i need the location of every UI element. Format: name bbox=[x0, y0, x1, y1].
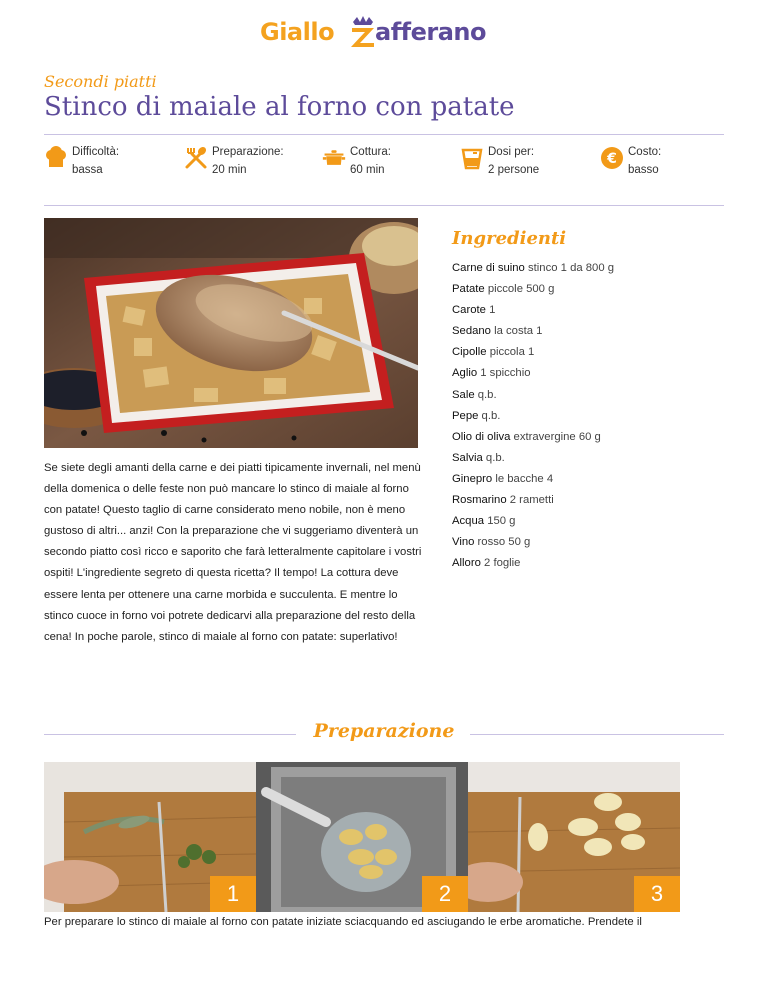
ingredient-quantity: 2 foglie bbox=[484, 557, 521, 570]
giallozafferano-logo[interactable] bbox=[256, 12, 514, 56]
ingredient-item bbox=[452, 367, 614, 388]
ingredients-heading: Ingredienti bbox=[452, 228, 567, 249]
meta-label: Dosi per: bbox=[488, 146, 535, 158]
svg-text:€: € bbox=[607, 151, 617, 167]
meta-value: 20 min bbox=[212, 164, 247, 176]
ingredient-item bbox=[452, 473, 614, 494]
pot-icon bbox=[322, 146, 346, 170]
ingredient-item bbox=[452, 346, 614, 367]
ingredient-quantity: 2 rametti bbox=[509, 494, 554, 507]
step-number-badge: 1 bbox=[210, 876, 256, 912]
ingredient-quantity: le bacche 4 bbox=[495, 472, 554, 485]
ingredient-quantity: 1 spicchio bbox=[480, 367, 531, 380]
meta-value: bassa bbox=[72, 164, 103, 176]
ingredient-quantity: q.b. bbox=[485, 451, 505, 464]
ingredient-quantity: 1 bbox=[489, 304, 496, 317]
ingredient-item bbox=[452, 283, 614, 304]
ingredient-name[interactable]: Carote bbox=[452, 304, 486, 317]
preparation-step-text: Per preparare lo stinco di maiale al forno con patate iniziate sciacquando ed asciugando le erbe aromatiche. Prendete il bbox=[44, 916, 642, 928]
ingredient-quantity: piccola 1 bbox=[489, 346, 535, 359]
ingredient-item bbox=[452, 515, 614, 536]
ingredient-name[interactable]: Sale bbox=[452, 388, 475, 401]
euro-icon bbox=[600, 146, 624, 170]
preparation-rule-right bbox=[470, 734, 724, 735]
logo-text-afferano: afferano bbox=[375, 18, 486, 46]
recipe-intro-text: Se siete degli amanti della carne e dei piatti tipicamente invernali, nel menù della domenica o delle feste non può mancare lo stinco di maiale al forno con patate! Questo taglio di carne considerato meno nobile, non è meno gustoso di altri... anzi! Con la preparazione che vi suggeriamo diventerà un secondo piatto così ricco e saporito che farà letteralmente capitolare i vostri ospiti! L'ingrediente segreto di questa ricetta? Il tempo! La cottura deve essere lenta per ottenere una carne morbida e succulenta. E mentre lo stinco cuoce in forno voi potrete dedicarvi alla preparazione del resto della cena! In poche parole, stinco di maiale al forno con patate: superlativo! bbox=[44, 462, 422, 643]
ingredient-item bbox=[452, 536, 614, 557]
meta-divider bbox=[44, 205, 724, 206]
ingredients-list bbox=[452, 262, 614, 578]
ingredient-item bbox=[452, 431, 614, 452]
step-number-badge: 3 bbox=[634, 876, 680, 912]
recipe-title: Stinco di maiale al forno con patate bbox=[44, 92, 515, 122]
ingredient-item bbox=[452, 452, 614, 473]
ingredient-item bbox=[452, 262, 614, 283]
ingredient-quantity: la costa 1 bbox=[494, 325, 543, 338]
preparation-heading: Preparazione bbox=[313, 720, 455, 742]
meta-value: basso bbox=[628, 164, 659, 176]
ingredient-name[interactable]: Rosmarino bbox=[452, 494, 507, 507]
step-photo-2[interactable] bbox=[256, 762, 468, 912]
meta-value: 60 min bbox=[350, 164, 385, 176]
ingredient-name[interactable]: Patate bbox=[452, 283, 485, 296]
ingredient-item bbox=[452, 410, 614, 431]
chef-hat-icon bbox=[44, 146, 68, 170]
meta-label: Costo: bbox=[628, 146, 662, 158]
title-divider bbox=[44, 134, 724, 135]
step-number-badge: 2 bbox=[422, 876, 468, 912]
logo-text-giallo: Giallo bbox=[260, 18, 335, 46]
ingredient-quantity: rosso 50 g bbox=[477, 536, 531, 549]
ingredient-name[interactable]: Carne di suino bbox=[452, 262, 525, 274]
ingredient-name[interactable]: Vino bbox=[452, 536, 475, 549]
ingredient-name[interactable]: Aglio bbox=[452, 367, 478, 380]
ingredient-quantity: piccole 500 g bbox=[487, 283, 555, 296]
ingredient-name[interactable]: Alloro bbox=[452, 557, 481, 570]
meta-label: Difficoltà: bbox=[72, 146, 120, 158]
recipe-hero-image bbox=[44, 218, 418, 448]
ingredient-item bbox=[452, 557, 614, 578]
ingredient-item bbox=[452, 325, 614, 346]
ingredient-name[interactable]: Acqua bbox=[452, 515, 485, 528]
utensils-icon bbox=[184, 146, 208, 170]
meta-label: Cottura: bbox=[350, 146, 391, 158]
recipe-category[interactable]: Secondi piatti bbox=[44, 72, 157, 91]
ingredient-name[interactable]: Pepe bbox=[452, 409, 479, 422]
meta-label: Preparazione: bbox=[212, 146, 284, 158]
logo-z-crown-icon bbox=[348, 16, 378, 48]
ingredient-quantity: q.b. bbox=[477, 388, 497, 401]
ingredient-quantity: stinco 1 da 800 g bbox=[528, 262, 615, 274]
ingredient-name[interactable]: Ginepro bbox=[452, 472, 493, 485]
ingredient-item bbox=[452, 389, 614, 410]
ingredient-name[interactable]: Salvia bbox=[452, 451, 483, 464]
ingredient-item bbox=[452, 304, 614, 325]
ingredient-item bbox=[452, 494, 614, 515]
step-photo-3[interactable] bbox=[468, 762, 680, 912]
ingredient-name[interactable]: Sedano bbox=[452, 325, 491, 338]
ingredient-name[interactable]: Olio di oliva bbox=[452, 430, 511, 443]
measuring-cup-icon bbox=[460, 146, 484, 170]
ingredient-quantity: extravergine 60 g bbox=[513, 430, 601, 443]
meta-value: 2 persone bbox=[488, 164, 540, 176]
ingredient-quantity: q.b. bbox=[481, 409, 501, 422]
step-photo-1[interactable] bbox=[44, 762, 256, 912]
ingredient-name[interactable]: Cipolle bbox=[452, 346, 487, 359]
ingredient-quantity: 150 g bbox=[487, 515, 516, 528]
